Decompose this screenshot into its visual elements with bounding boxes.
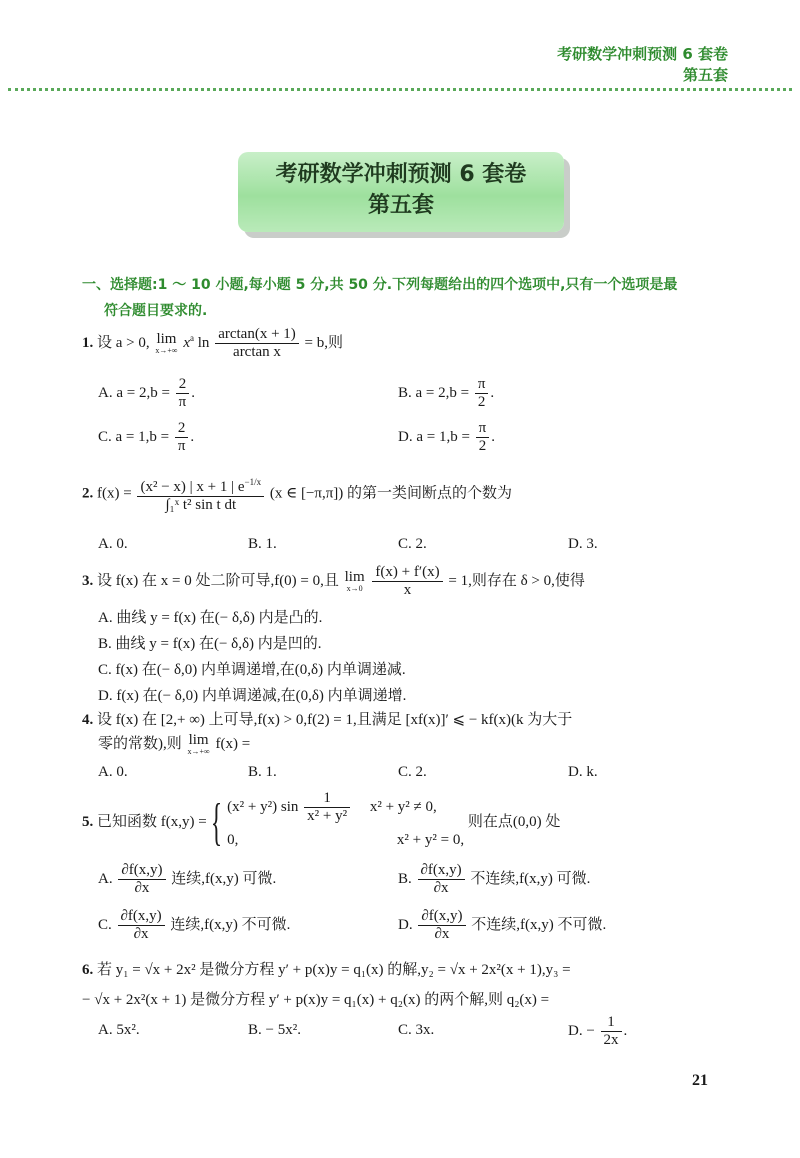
section-heading-line1: 一、选择题:1 ～ 10 小题,每小题 5 分,共 50 分.下列每题给出的四个选项中,只有一个选项是最 [82,277,678,293]
q3-pre: 设 f(x) 在 x = 0 处二阶可导,f(0) = 0,且 [97,572,339,589]
q3-option-c: C. f(x) 在(− δ,0) 内单调递增,在(0,δ) 内单调递减. [98,662,406,678]
q5-cases [227,790,464,855]
banner-subtitle: 第五套 [367,193,434,218]
q1-exp: a [190,332,195,343]
opt-text: 连续,f(x,y) 不可微. [170,916,291,933]
q1-num: arctan(x + 1) [215,326,299,344]
question-3-stem [82,564,585,599]
num: 1 [304,790,350,808]
opt-post: . [490,384,495,401]
q4-line1: 设 f(x) 在 [2,+ ∞) 上可导,f(x) > 0,f(2) = 1,且满足 [xf(x)]′ ⩽ − kf(x)(k 为大于 [97,712,573,728]
lim-word: lim [344,569,365,585]
lim-word: lim [188,732,209,749]
opt-text: 不连续,f(x,y) 不可微. [471,916,607,933]
opt-text: 不连续,f(x,y) 可微. [470,870,591,887]
case2-expr: 0, [227,832,239,848]
section-heading [82,272,732,324]
q1-option-a [98,376,195,411]
den: ∂x [134,880,150,896]
opt-text: D. − [568,1022,595,1039]
title-banner [238,152,564,232]
q2-option-a: A. 0. [98,536,128,552]
q4-option-b: B. 1. [248,764,277,780]
num: ∂f(x,y) [418,862,465,880]
banner-title: 考研数学冲刺预测 6 套卷 [275,162,527,187]
q3-option-a: A. 曲线 y = f(x) 在(− δ,δ) 内是凸的. [98,610,323,626]
q3-den: x [403,582,412,598]
q1-suffix: = b,则 [304,334,343,351]
q2-num-text: (x² − x) | x + 1 | e [140,479,245,495]
q1-option-d [398,420,495,455]
opt-post: . [191,384,195,401]
question-number: 1. [82,334,94,351]
q5-option-a [98,862,276,897]
opt-post: . [491,428,495,445]
opt-label: B. [398,870,412,887]
q1-prefix: 设 a > 0, [97,334,150,351]
opt-label: A. [98,870,113,887]
opt-label: C. [98,916,112,933]
den: 2 [477,394,486,410]
question-number: 6. [82,962,94,978]
q1-fraction [215,326,299,361]
opt-post: . [190,428,195,445]
num: ∂f(x,y) [118,908,165,926]
q4-option-d: D. k. [568,764,598,780]
case1-fraction [304,790,350,825]
q2-lhs: f(x) = [97,485,132,502]
q6-option-c: C. 3x. [398,1022,435,1038]
lim-word: lim [156,331,177,347]
den: 2 [478,438,487,454]
question-number: 4. [82,712,94,728]
case1-expr: (x² + y²) sin [227,798,299,815]
opt-post: . [623,1022,628,1039]
running-header [557,44,728,86]
q1-limit [155,332,177,355]
opt-text: D. a = 1,b = [398,428,470,445]
opt-fraction [176,376,190,411]
partial-fraction [418,862,465,897]
q2-option-c: C. 2. [398,536,427,552]
opt-fraction [601,1014,622,1049]
num: 2 [175,420,189,438]
q5-option-c [98,908,290,943]
section-heading-line2: 符合题目要求的. [104,303,208,319]
case2-cond: x² + y² = 0, [396,832,465,848]
partial-fraction [418,908,465,943]
num: π [476,420,490,438]
q3-fraction [372,564,442,599]
opt-fraction [175,420,189,455]
question-5-stem [82,790,560,855]
den: π [177,438,186,454]
header-book-title: 考研数学冲刺预测 6 套卷 [557,45,728,63]
q2-den: ∫₁ˣ t² sin t dt [165,497,237,513]
opt-text: C. a = 1,b = [98,428,170,445]
opt-label: D. [398,916,413,933]
q1-x: x [183,334,191,351]
q6-option-a: A. 5x². [98,1022,140,1038]
partial-fraction [118,908,165,943]
num: ∂f(x,y) [418,908,465,926]
q5-case1 [227,790,464,825]
q5-option-b [398,862,590,897]
q4-limit [188,733,210,756]
q3-option-b: B. 曲线 y = f(x) 在(− δ,δ) 内是凹的. [98,636,322,652]
den: x² + y² [307,808,348,824]
num: 1 [601,1014,622,1032]
q3-limit [345,570,365,593]
den: ∂x [434,926,450,942]
partial-fraction [118,862,165,897]
q2-num [137,474,264,497]
q4-line2-pre: 零的常数),则 [98,736,182,752]
q1-ln: ln [197,334,210,351]
question-number: 5. [82,813,94,830]
q6-option-d [568,1014,627,1049]
opt-text: 连续,f(x,y) 可微. [171,870,277,887]
num: 2 [176,376,190,394]
q3-post: = 1,则存在 δ > 0,使得 [448,572,585,589]
question-1-stem [82,326,343,361]
question-2-stem [82,474,512,514]
q5-case2 [227,825,464,855]
q1-den: arctan x [233,344,281,360]
opt-fraction [475,376,489,411]
q2-fraction [137,474,264,514]
question-4-line1 [82,708,572,729]
q4-option-a: A. 0. [98,764,128,780]
den: ∂x [433,880,449,896]
q6-line1: 若 y₁ = √x + 2x² 是微分方程 y′ + p(x)y = q₁(x) 的解,y₂ = √x + 2x²(x + 1),y₃ = [97,962,571,978]
q5-option-d [398,908,606,943]
left-brace: { [211,793,223,851]
q1-option-c [98,420,194,455]
q3-option-d: D. f(x) 在(− δ,0) 内单调递减,在(0,δ) 内单调递增. [98,688,407,704]
q1-option-b [398,376,494,411]
page-number: 21 [692,1072,708,1089]
den: ∂x [133,926,149,942]
lim-sub: x→0 [346,584,363,593]
q6-option-b: B. − 5x². [248,1022,301,1038]
q3-num: f(x) + f′(x) [372,564,442,582]
q2-option-d: D. 3. [568,536,598,552]
q2-rest: (x ∈ [−π,π]) 的第一类间断点的个数为 [269,485,513,502]
den: π [178,394,187,410]
question-4-line2 [98,732,250,756]
q4-option-c: C. 2. [398,764,427,780]
lim-sub: x→+∞ [155,346,178,355]
question-number: 3. [82,572,94,589]
opt-text: B. a = 2,b = [398,384,470,401]
q4-line2-post: f(x) = [215,736,251,752]
case1-cond: x² + y² ≠ 0, [369,798,437,815]
header-set-name: 第五套 [682,66,728,84]
num: π [475,376,489,394]
q2-num-sup: −1/x [244,477,262,487]
opt-fraction [476,420,490,455]
q5-post: 则在点(0,0) 处 [467,813,561,830]
num: ∂f(x,y) [118,862,165,880]
q2-option-b: B. 1. [248,536,277,552]
q5-pre: 已知函数 f(x,y) = [97,813,207,830]
header-divider [8,88,792,91]
den: 2x [603,1032,619,1048]
question-6-line2: − √x + 2x²(x + 1) 是微分方程 y′ + p(x)y = q₁(x) + q₂(x) 的两个解,则 q₂(x) = [82,992,550,1008]
question-number: 2. [82,485,94,502]
opt-text: A. a = 2,b = [98,384,170,401]
lim-sub: x→+∞ [187,747,210,757]
question-6-line1 [82,958,571,979]
